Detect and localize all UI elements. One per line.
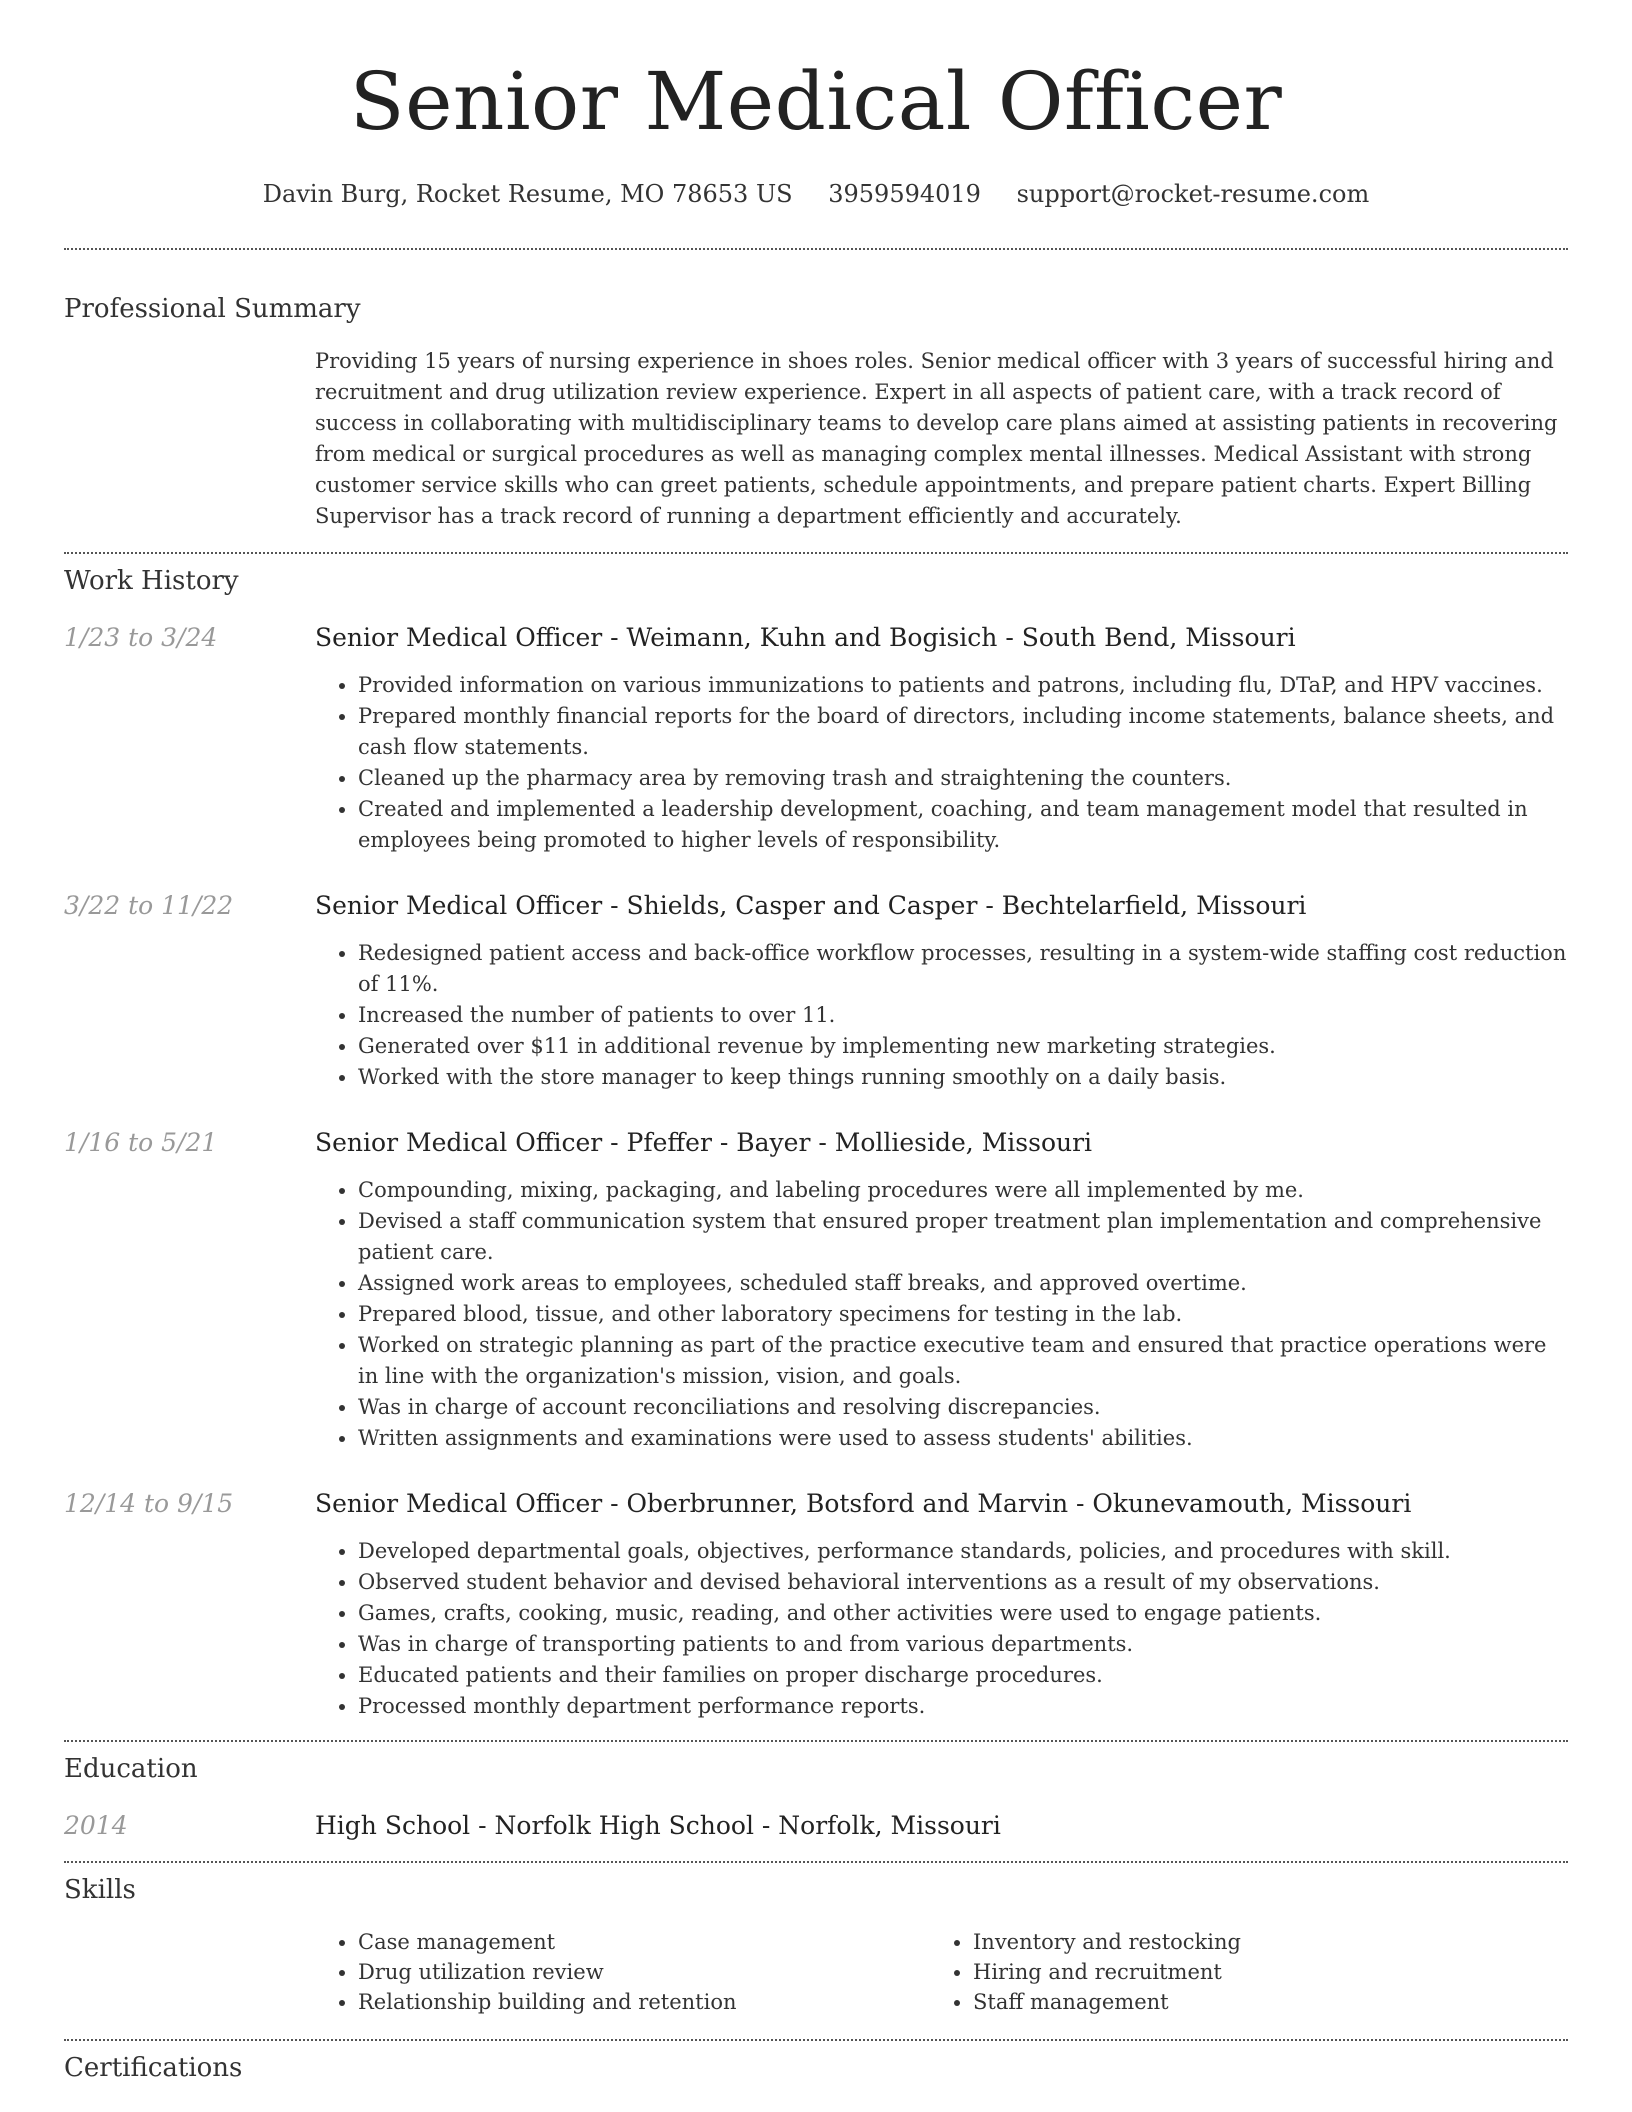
education-text: High School - Norfolk High School - Norfolk, Missouri bbox=[315, 1811, 1001, 1840]
job-bullet: • Educated patients and their families on proper discharge procedures. bbox=[358, 1660, 1568, 1691]
job-bullets bbox=[315, 938, 1568, 1093]
job-title: Senior Medical Officer - Oberbrunner, Botsford and Marvin - Okunevamouth, Missouri bbox=[315, 1489, 1412, 1518]
section-title-work-history: Work History bbox=[64, 566, 239, 596]
skill-item: • Hiring and recruitment bbox=[973, 1957, 1545, 1987]
skills-list-left bbox=[315, 1927, 930, 2017]
job-title: Senior Medical Officer - Shields, Casper and Casper - Bechtelarfield, Missouri bbox=[315, 891, 1307, 920]
skill-item: • Case management bbox=[358, 1927, 930, 1957]
job-bullet: • Cleaned up the pharmacy area by removing trash and straightening the counters. bbox=[358, 763, 1568, 794]
job-bullet: • Provided information on various immunizations to patients and patrons, including flu, DTaP, and HPV vaccines. bbox=[358, 670, 1568, 701]
skill-item: • Drug utilization review bbox=[358, 1957, 930, 1987]
job-dates: 1/23 to 3/24 bbox=[64, 623, 218, 652]
job-bullet: • Worked on strategic planning as part of the practice executive team and ensured that practice operations were in line with the organization's mission, vision, and goals. bbox=[358, 1330, 1568, 1392]
section-title-certifications: Certifications bbox=[64, 2053, 243, 2083]
resume-name: Senior Medical Officer bbox=[349, 55, 1283, 148]
skills-list-right bbox=[930, 1927, 1545, 2017]
skill-item: • Relationship building and retention bbox=[358, 1987, 930, 2017]
job-bullet: • Created and implemented a leadership development, coaching, and team management model that resulted in employees being promoted to higher levels of responsibility. bbox=[358, 794, 1568, 856]
section-title-skills: Skills bbox=[64, 1875, 136, 1905]
education-entry bbox=[64, 1810, 1568, 1842]
job-entry bbox=[64, 1127, 1568, 1454]
skills-section bbox=[0, 1863, 1632, 2017]
certifications-section bbox=[0, 2041, 1632, 2085]
resume-header bbox=[0, 0, 1632, 210]
job-bullet: • Redesigned patient access and back-office workflow processes, resulting in a system-wide staffing cost reduction of 11%. bbox=[358, 938, 1568, 1000]
job-bullet: • Was in charge of transporting patients to and from various departments. bbox=[358, 1629, 1568, 1660]
job-entry bbox=[64, 890, 1568, 1093]
job-entry bbox=[64, 622, 1568, 856]
education-date: 2014 bbox=[64, 1811, 128, 1840]
job-bullets bbox=[315, 1536, 1568, 1722]
contact-email: support@rocket-resume.com bbox=[1016, 180, 1370, 208]
section-title-summary: Professional Summary bbox=[64, 294, 361, 324]
job-bullet: • Developed departmental goals, objectives, performance standards, policies, and procedures with skill. bbox=[358, 1536, 1568, 1567]
contact-phone: 3959594019 bbox=[828, 180, 981, 208]
job-bullet: • Worked with the store manager to keep things running smoothly on a daily basis. bbox=[358, 1062, 1568, 1093]
job-title: Senior Medical Officer - Weimann, Kuhn and Bogisich - South Bend, Missouri bbox=[315, 623, 1296, 652]
skill-item: • Staff management bbox=[973, 1987, 1545, 2017]
job-bullet: • Generated over $11 in additional revenue by implementing new marketing strategies. bbox=[358, 1031, 1568, 1062]
job-bullet: • Observed student behavior and devised behavioral interventions as a result of my observations. bbox=[358, 1567, 1568, 1598]
job-bullets bbox=[315, 1175, 1568, 1454]
job-bullet: • Prepared monthly financial reports for the board of directors, including income statements, balance sheets, and cash flow statements. bbox=[358, 701, 1568, 763]
job-bullet: • Assigned work areas to employees, scheduled staff breaks, and approved overtime. bbox=[358, 1268, 1568, 1299]
contact-line bbox=[0, 178, 1632, 210]
job-bullet: • Increased the number of patients to over 11. bbox=[358, 1000, 1568, 1031]
job-bullet: • Prepared blood, tissue, and other laboratory specimens for testing in the lab. bbox=[358, 1299, 1568, 1330]
job-dates: 12/14 to 9/15 bbox=[64, 1489, 234, 1518]
job-bullet: • Devised a staff communication system that ensured proper treatment plan implementation and comprehensive patient care. bbox=[358, 1206, 1568, 1268]
job-bullet: • Compounding, mixing, packaging, and labeling procedures were all implemented by me. bbox=[358, 1175, 1568, 1206]
section-title-education: Education bbox=[64, 1754, 198, 1784]
job-bullet: • Games, crafts, cooking, music, reading, and other activities were used to engage patients. bbox=[358, 1598, 1568, 1629]
summary-section bbox=[0, 250, 1632, 532]
job-bullet: • Was in charge of account reconciliations and resolving discrepancies. bbox=[358, 1392, 1568, 1423]
summary-text: Providing 15 years of nursing experience in shoes roles. Senior medical officer with 3 years of successful hiring and recruitment and drug utilization review experience. Expert in all aspects of patient care, with a track record of success in collaborating with multidisciplinary teams to develop care plans aimed at assisting patients in recovering from medical or surgical procedures as well as managing complex mental illnesses. Medical Assistant with strong customer service skills who can greet patients, schedule appointments, and prepare patient charts. Expert Billing Supervisor has a track record of running a department efficiently and accurately. bbox=[315, 349, 1558, 528]
job-bullets bbox=[315, 670, 1568, 856]
skill-item: • Inventory and restocking bbox=[973, 1927, 1545, 1957]
job-bullet: • Written assignments and examinations were used to assess students' abilities. bbox=[358, 1423, 1568, 1454]
job-title: Senior Medical Officer - Pfeffer - Bayer - Mollieside, Missouri bbox=[315, 1128, 1093, 1157]
job-dates: 3/22 to 11/22 bbox=[64, 891, 234, 920]
job-entry bbox=[64, 1488, 1568, 1722]
education-section bbox=[0, 1742, 1632, 1842]
job-bullet: • Processed monthly department performance reports. bbox=[358, 1691, 1568, 1722]
work-history-section bbox=[0, 554, 1632, 1722]
contact-address: Davin Burg, Rocket Resume, MO 78653 US bbox=[262, 180, 793, 208]
job-dates: 1/16 to 5/21 bbox=[64, 1128, 218, 1157]
